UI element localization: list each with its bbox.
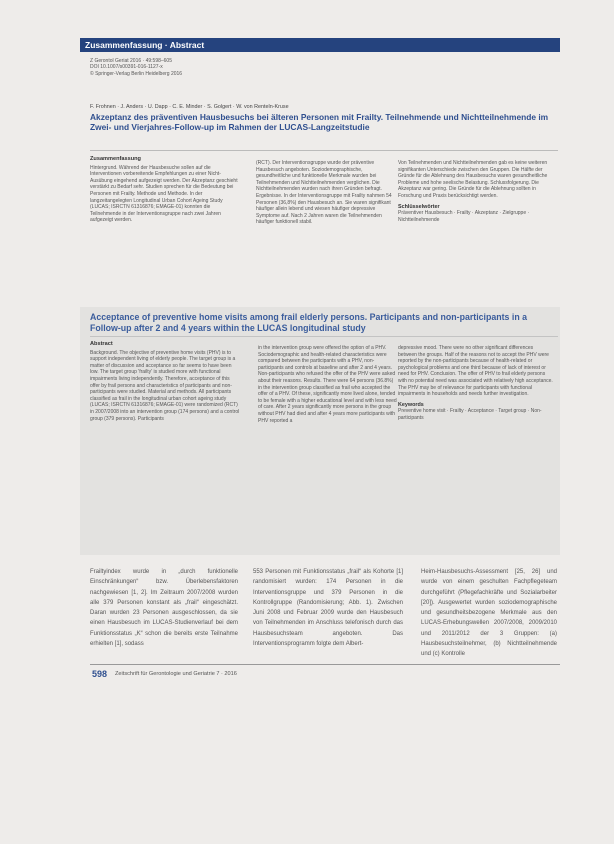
german-keywords-heading: Schlüsselwörter	[398, 203, 440, 210]
english-section-heading: Abstract	[90, 341, 113, 347]
divider	[90, 150, 558, 151]
german-col3-text: Von Teilnehmenden und Nichtteilnehmenden gab es keine weiteren signifikanten Unterschiede zwischen den Gruppen. Die Hälfte der Gründe für die Ablehnung des Hausbesuchs waren gesundheitliche Probleme und hohe seelische Belastung. Schlussfolgerung. Die Akzeptanz war gering. Die Gründe für die Ablehnung sollten in Forschung und Praxis berücksichtigt werden.	[398, 160, 548, 199]
meta-doi: DOI 10.1007/s00391-016-1127-x	[90, 64, 163, 71]
german-col1-text: Hintergrund. Während der Hausbesuche sollen auf die Interventionen vorbereitende Empfehlungen zu einer Nicht-Ausübung eingehend aufgezeigt werden. Der Akzeptanz geschieht verstärkt zu Bedarf sehr. Studien sprechen für die Bedeutung bei Personen mit Frailty. Methode und Methode. In der langzeitangelegten Longitudinal Urban Cohort Ageing Study (LUCAS; ISRCTN 61316876; EMAGE-01) konnten die Teilnehmende in der Interventionsgruppe nach zwei Jahren aufgezeigt werden.	[90, 164, 238, 224]
article-meta	[90, 58, 182, 77]
german-keywords: Präventiver Hausbesuch · Frailty · Akzeptanz · Zielgruppe · Nichtteilnehmende	[398, 210, 530, 223]
english-keywords: Preventive home visit · Frailty · Acceptance · Target group · Non-participants	[398, 408, 542, 421]
section-banner: Zusammenfassung · Abstract	[80, 38, 560, 52]
author-list: F. Frohnen · J. Anders · U. Dapp · C. E. Minder · S. Golgert · W. von Renteln-Kruse	[90, 104, 289, 110]
footer-divider	[90, 664, 560, 665]
body-text-col1: Frailtyindex wurde in „durch funktionelle Einschränkungen“ bzw. Überlebensfaktoren nachgewiesen [1, 2]. Im Zeitraum 2007/2008 wurden alle 379 Personen konstant als „frail“ eingeschätzt. Daran wurden 23 Personen ausgeschlossen, da sie einen Hausbesuch im LUCAS-Studienverlauf bei dem Funktionsstatus „K“ schon die bereits erste Teilnahme erhielten [1], sodass	[90, 569, 238, 648]
german-section-heading: Zusammenfassung	[90, 156, 141, 162]
english-abstract-col3	[398, 345, 553, 422]
german-title: Akzeptanz des präventiven Hausbesuchs bei älteren Personen mit Frailty. Teilnehmende und Nichtteilnehmende im Zwei- und Vierjahres-Follow-up im Rahmen der LUCAS-Langzeitstudie	[90, 112, 549, 132]
english-abstract-col1	[90, 341, 240, 422]
journal-name: Zeitschrift für Gerontologie und Geriatrie 7 · 2016	[115, 671, 237, 677]
body-text-col2: 553 Personen mit Funktionsstatus „frail“ als Kohorte [1] randomisiert wurden: 174 Personen in die Interventionsgruppe und 379 Personen in die Kontrollgruppe (Randomisierung; Abb. 1). Zwischen Juni 2008 und Februar 2009 wurde den Hausbesuch von Teilnehmenden im Anschluss telefonisch durch das Hausbesuchsteam angeboten. Das Interventionsprogramm folgte dem Albert-	[253, 569, 403, 648]
english-col3-text: depressive mood. There were no other significant differences between the groups. Half of the reasons not to accept the PHV were reported by the non-participants because of health-related or psychological problems and one third because of lack of interest or need for PHV. Conclusion. The offer of PHV to frail elderly persons with no potential need was associated with relatively high acceptance. The PHV may be of relevance for participants with functional impairments in households and needs further investigation.	[398, 345, 553, 398]
english-keywords-heading: Keywords	[398, 401, 424, 408]
german-abstract-col1	[90, 156, 238, 224]
page-number: 598	[92, 669, 108, 679]
german-abstract-col2: (RCT). Der Interventionsgruppe wurde der präventive Hausbesuch angeboten. Soziodemographische, gesundheitliche und funktionelle Merkmale wurden bei Teilnehmenden und Nichtteilnehmenden verglichen. Die Nichtteilnehmenden wurden nach ihren Gründen befragt. Ergebnisse. In der Interventionsgruppe mit Frailty nahmen 54 Personen (36,8%) den Hausbesuch an. Sie waren signifikant häufiger allein lebend und wiesen häufiger depressive Symptome auf. Nach 2 Jahren waren die Teilnehmenden häufiger funktionell stabil.	[256, 160, 392, 226]
meta-citation: Z Gerontol Geriat 2016 · 49:598–605	[90, 58, 172, 64]
body-text-col3: Heim-Hausbesuchs-Assessment [25, 26] und wurde von einem geschulten Fachpflegeteam durchgeführt (Pflegefachkräfte und Sozialarbeiter [20]). Ausgewertet wurden soziodemographische und gesundheitsbezogene Merkmale aus den LUCAS-Erhebungswellen 2007/2008, 2009/2010 und 2011/2012 der 3 Gruppen: (a) Hausbesuchsteilnehmer, (b) Nichtteilnehmende und (c) Kontrolle	[421, 569, 557, 658]
meta-copyright: © Springer-Verlag Berlin Heidelberg 2016	[90, 70, 183, 77]
english-abstract-col2: in the intervention group were offered the option of a PHV. Sociodemographic and health-related characteristics were compared between the participants with a PHV, non-participants and controls at baseline and after 2 and 4 years. Non-participants who refused the offer of the PHV were asked about their reasons. Results. There were 64 persons (36.8%) in the intervention group classified as frail who accepted the offer of a PHV. Of these, significantly more lived alone, tended to be female with a higher educational level and with less need of care. After 2 years significantly more persons in the group without PHV had died and after 4 years more participants with PHV reported a	[258, 345, 397, 424]
english-col1-text: Background. The objective of preventive home visits (PHV) is to support independent living of elderly people. The target group is a matter of discussion and acceptance so far seems to have been low. The target group 'frailty' is studied more with functional impairments living independently. Therefore, acceptance of this offer by frail persons and characteristics of participants and non-participants were studied. Material and methods. All participants classified as frail in the longitudinal urban cohort ageing study (LUCAS; ISRCTN 61316876; EMAGE-01) were randomized (RCT) in 2007/2008 into an intervention group (174 persons) and a control group (379 persons). Participants	[90, 349, 240, 422]
german-abstract-col3	[398, 160, 553, 223]
english-title: Acceptance of preventive home visits among frail elderly persons. Participants and non-participants in a Follow-up after 2 and 4 years within the LUCAS longitudinal study	[90, 312, 528, 333]
divider	[90, 336, 558, 337]
